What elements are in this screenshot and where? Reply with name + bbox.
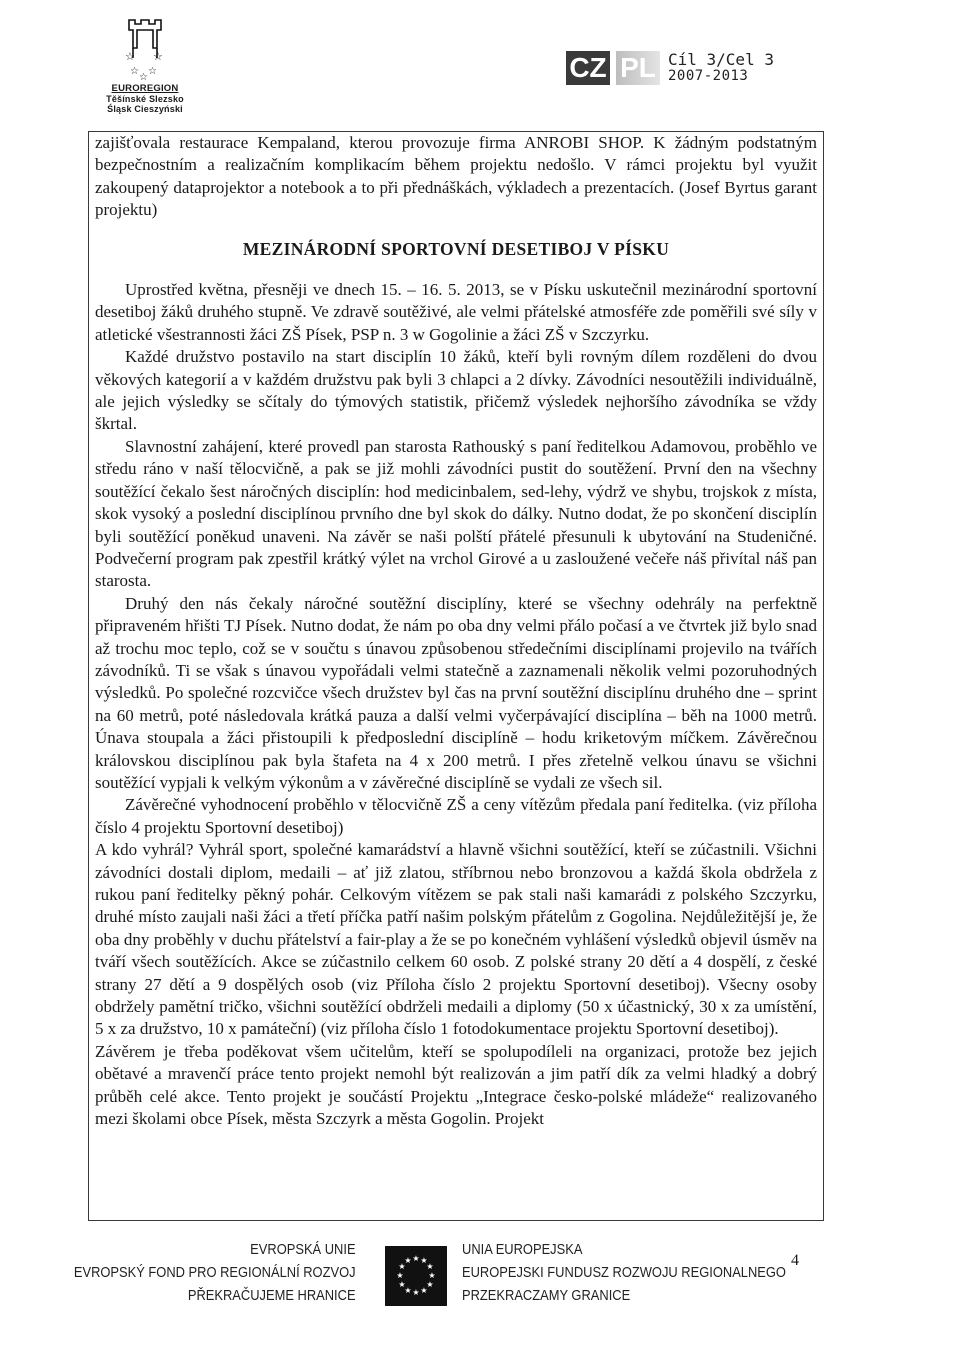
paragraph-7: Závěrem je třeba poděkovat všem učitelům, kteří se spolupodíleli na organizaci, protože bez jejich obětavé a mravenčí práce tento projekt nemohl být realizován a jim patří dík za velmi hladký a dobrý průběh celé akce. Tento projekt je součástí Projektu „Integrace česko-polské mládeže“ realizovaného mezi školami obce Písek, města Szczyrk a města Gogolin. Projekt [95,1041,817,1129]
footer-cz-line-3: PŘEKRAČUJEME HRANICE [188,1287,356,1304]
footer-cz-line-2: EVROPSKÝ FOND PRO REGIONÁLNÍ ROZVOJ [74,1264,356,1281]
section-heading: MEZINÁRODNÍ SPORTOVNÍ DESETIBOJ V PÍSKU [242,238,670,259]
svg-text:★: ★ [428,1271,436,1280]
svg-text:☆: ☆ [125,51,135,63]
svg-text:★: ★ [404,1256,412,1265]
paragraph-4: Druhý den nás čekaly náročné soutěžní disciplíny, které se všechny odehrály na perfektně připraveném hřišti TJ Písek. Nutno dodat, že nám po oba dny velmi přálo počasí a ve čtvrtek již bylo snad až trochu moc teplo, což se v součtu s únavou způsobenou středečními disciplínami projevilo na tvářích závodníků. Ti se však s únavou vypořádali velmi statečně a zaznamenali několik velmi pozoruhodných výsledků. Po společné rozcvičce všech družstev byl čas na první soutěžní disciplínu druhého dne – sprint na 60 metrů, poté následovala krátká pauza a další velmi vyčerpávající disciplína – běh na 1000 metrů. Únava stoupala a žáci přistoupili k předposlední disciplíně – hodu kriketovým míčkem. Závěrečnou královskou disciplínou pak byla štafeta na 4 x 200 metrů. I přes zřetelně velkou únavu se všichni soutěžící vypjali k velkým výkonům a v závěrečné disciplíně se vydali ze všech sil. [95,593,817,792]
svg-text:☆: ☆ [148,66,157,77]
svg-text:☆: ☆ [153,51,163,63]
program-goal [668,51,774,85]
svg-text:★: ★ [398,1262,406,1271]
footer-czech-text [74,1238,356,1307]
svg-text:★: ★ [412,1254,420,1263]
euroregion-subtitle-pl: Śląsk Cieszyński [107,104,183,114]
pl-badge: PL [616,51,660,85]
svg-text:★: ★ [412,1288,420,1297]
footer-pl-line-3: PRZEKRACZAMY GRANICE [462,1287,631,1304]
svg-text:★: ★ [426,1280,434,1289]
svg-text:★: ★ [420,1256,428,1265]
paragraph-5: Závěrečné vyhodnocení proběhlo v tělocvičně ZŠ a ceny vítězům předala paní ředitelka. (viz příloha číslo 4 projektu Sportovní desetiboj) [95,795,817,837]
page-number: 4 [791,1252,799,1269]
svg-text:★: ★ [420,1286,428,1295]
svg-text:★: ★ [396,1271,404,1280]
euroregion-logo [90,18,200,128]
svg-text:★: ★ [398,1280,406,1289]
report-text-frame [88,131,824,1221]
svg-text:☆: ☆ [130,66,139,77]
euroregion-name: EUROREGION [111,83,179,94]
footer-pl-line-1: UNIA EUROPEJSKA [462,1241,583,1258]
castle-tower-icon [115,18,175,82]
footer [0,1238,960,1308]
paragraph-1: Uprostřed května, přesněji ve dnech 15. – 16. 5. 2013, se v Písku uskutečnil mezinárodní sportovní desetiboj žáků druhého stupně. Ve zdravě soutěživé, ale velmi přátelské atmosféře zde poměřili své síly v atletické všestrannosti žáci ZŠ Písek, PSP n. 3 w Gogolinie a žáci ZŠ v Szczyrku. [95,280,817,344]
cz-badge: CZ [566,51,610,85]
paragraph-2: Každé družstvo postavilo na start disciplín 10 žáků, kteří byli rovným dílem rozděleni do dvou věkových kategorií a v každém družstvu pak byli 3 chlapci a 2 dívky. Závodníci nesoutěžili individuálně, ale jejich výsledky se sčítaly do týmových statistik, přičemž výsledek nejhoršího závodníka se vždy škrtal. [95,347,817,434]
cz-pl-program-logo [566,48,774,88]
footer-polish-text [462,1238,786,1307]
intro-paragraph: zajišťovala restaurace Kempaland, kterou provozuje firma ANROBI SHOP. K žádným podstatným bezpečnostním a realizačním komplikacím během projektu nedošlo. V rámci projektu byl využit zakoupený dataprojektor a notebook a to při přednáškách, výkladech a prezentacích. (Josef Byrtus garant projektu) [95,133,817,220]
svg-text:★: ★ [404,1286,412,1295]
svg-text:☆: ☆ [139,72,148,82]
footer-cz-line-1: EVROPSKÁ UNIE [250,1241,356,1258]
svg-text:★: ★ [426,1262,434,1271]
paragraph-3: Slavnostní zahájení, které provedl pan starosta Rathouský s paní ředitelkou Adamovou, proběhlo ve středu ráno v naší tělocvičně, a pak se již mohli závodníci pustit do soutěžení. První den na všechny soutěžící čekalo šest náročných disciplín: hod medicinbalem, sed-lehy, výdrž ve shybu, trojskok z místa, skok vysoký a poslední disciplínou prvního dne byl skok do dálky. Nutno dodat, že po skončení disciplín byli soutěžící poněkud unaveni. Na závěr se naši polští přátelé přesunuli k ubytování na Studeničné. Podvečerní program pak zpestřil krátký výlet na vrchol Girové a u zasloužené večeře náš přivítal náš pan starosta. [95,436,817,591]
eu-flag-icon [385,1246,447,1306]
euroregion-subtitle-cz: Těšínské Slezsko [106,94,184,104]
footer-pl-line-2: EUROPEJSKI FUNDUSZ ROZWOJU REGIONALNEGO [462,1264,786,1281]
paragraph-6: A kdo vyhrál? Vyhrál sport, společné kamarádství a hlavně všichni soutěžící, kteří se zúčastnili. Všichni závodníci dostali diplom, medaili – ať již zlatou, stříbrnou nebo bronzovou a každá škola obdržela z rukou paní ředitelky pěkný pohár. Celkovým vítězem se pak stali naši kamarádi z polského Szczyrku, druhé místo zaujali naši žáci a třetí příčka patří našim polským přátelům z Gogolina. Nejdůležitější je, že oba dny proběhly v duchu přátelství a fair-play a že se po konečném vyhlášení výsledků objevil úsměv na tváří všech soutěžících. Akce se zúčastnilo celkem 60 osob. Z polské strany 20 dětí a 4 dospělí, z české strany 27 dětí a 9 dospělých osob (viz Příloha číslo 2 projektu Sportovní desetiboj). Všecny osoby obdržely pamětní tričko, všichni soutěžící obdrželi medaili a diplomy (50 x účastnický, 30 x za umístění, 5 x za družstvo, 10 x památeční) (viz příloha číslo 1 fotodokumentace projektu Sportovní desetiboj). [95,840,817,1039]
program-goal-label: Cíl 3/Cel 3 [668,50,774,69]
program-period: 2007-2013 [668,68,749,84]
